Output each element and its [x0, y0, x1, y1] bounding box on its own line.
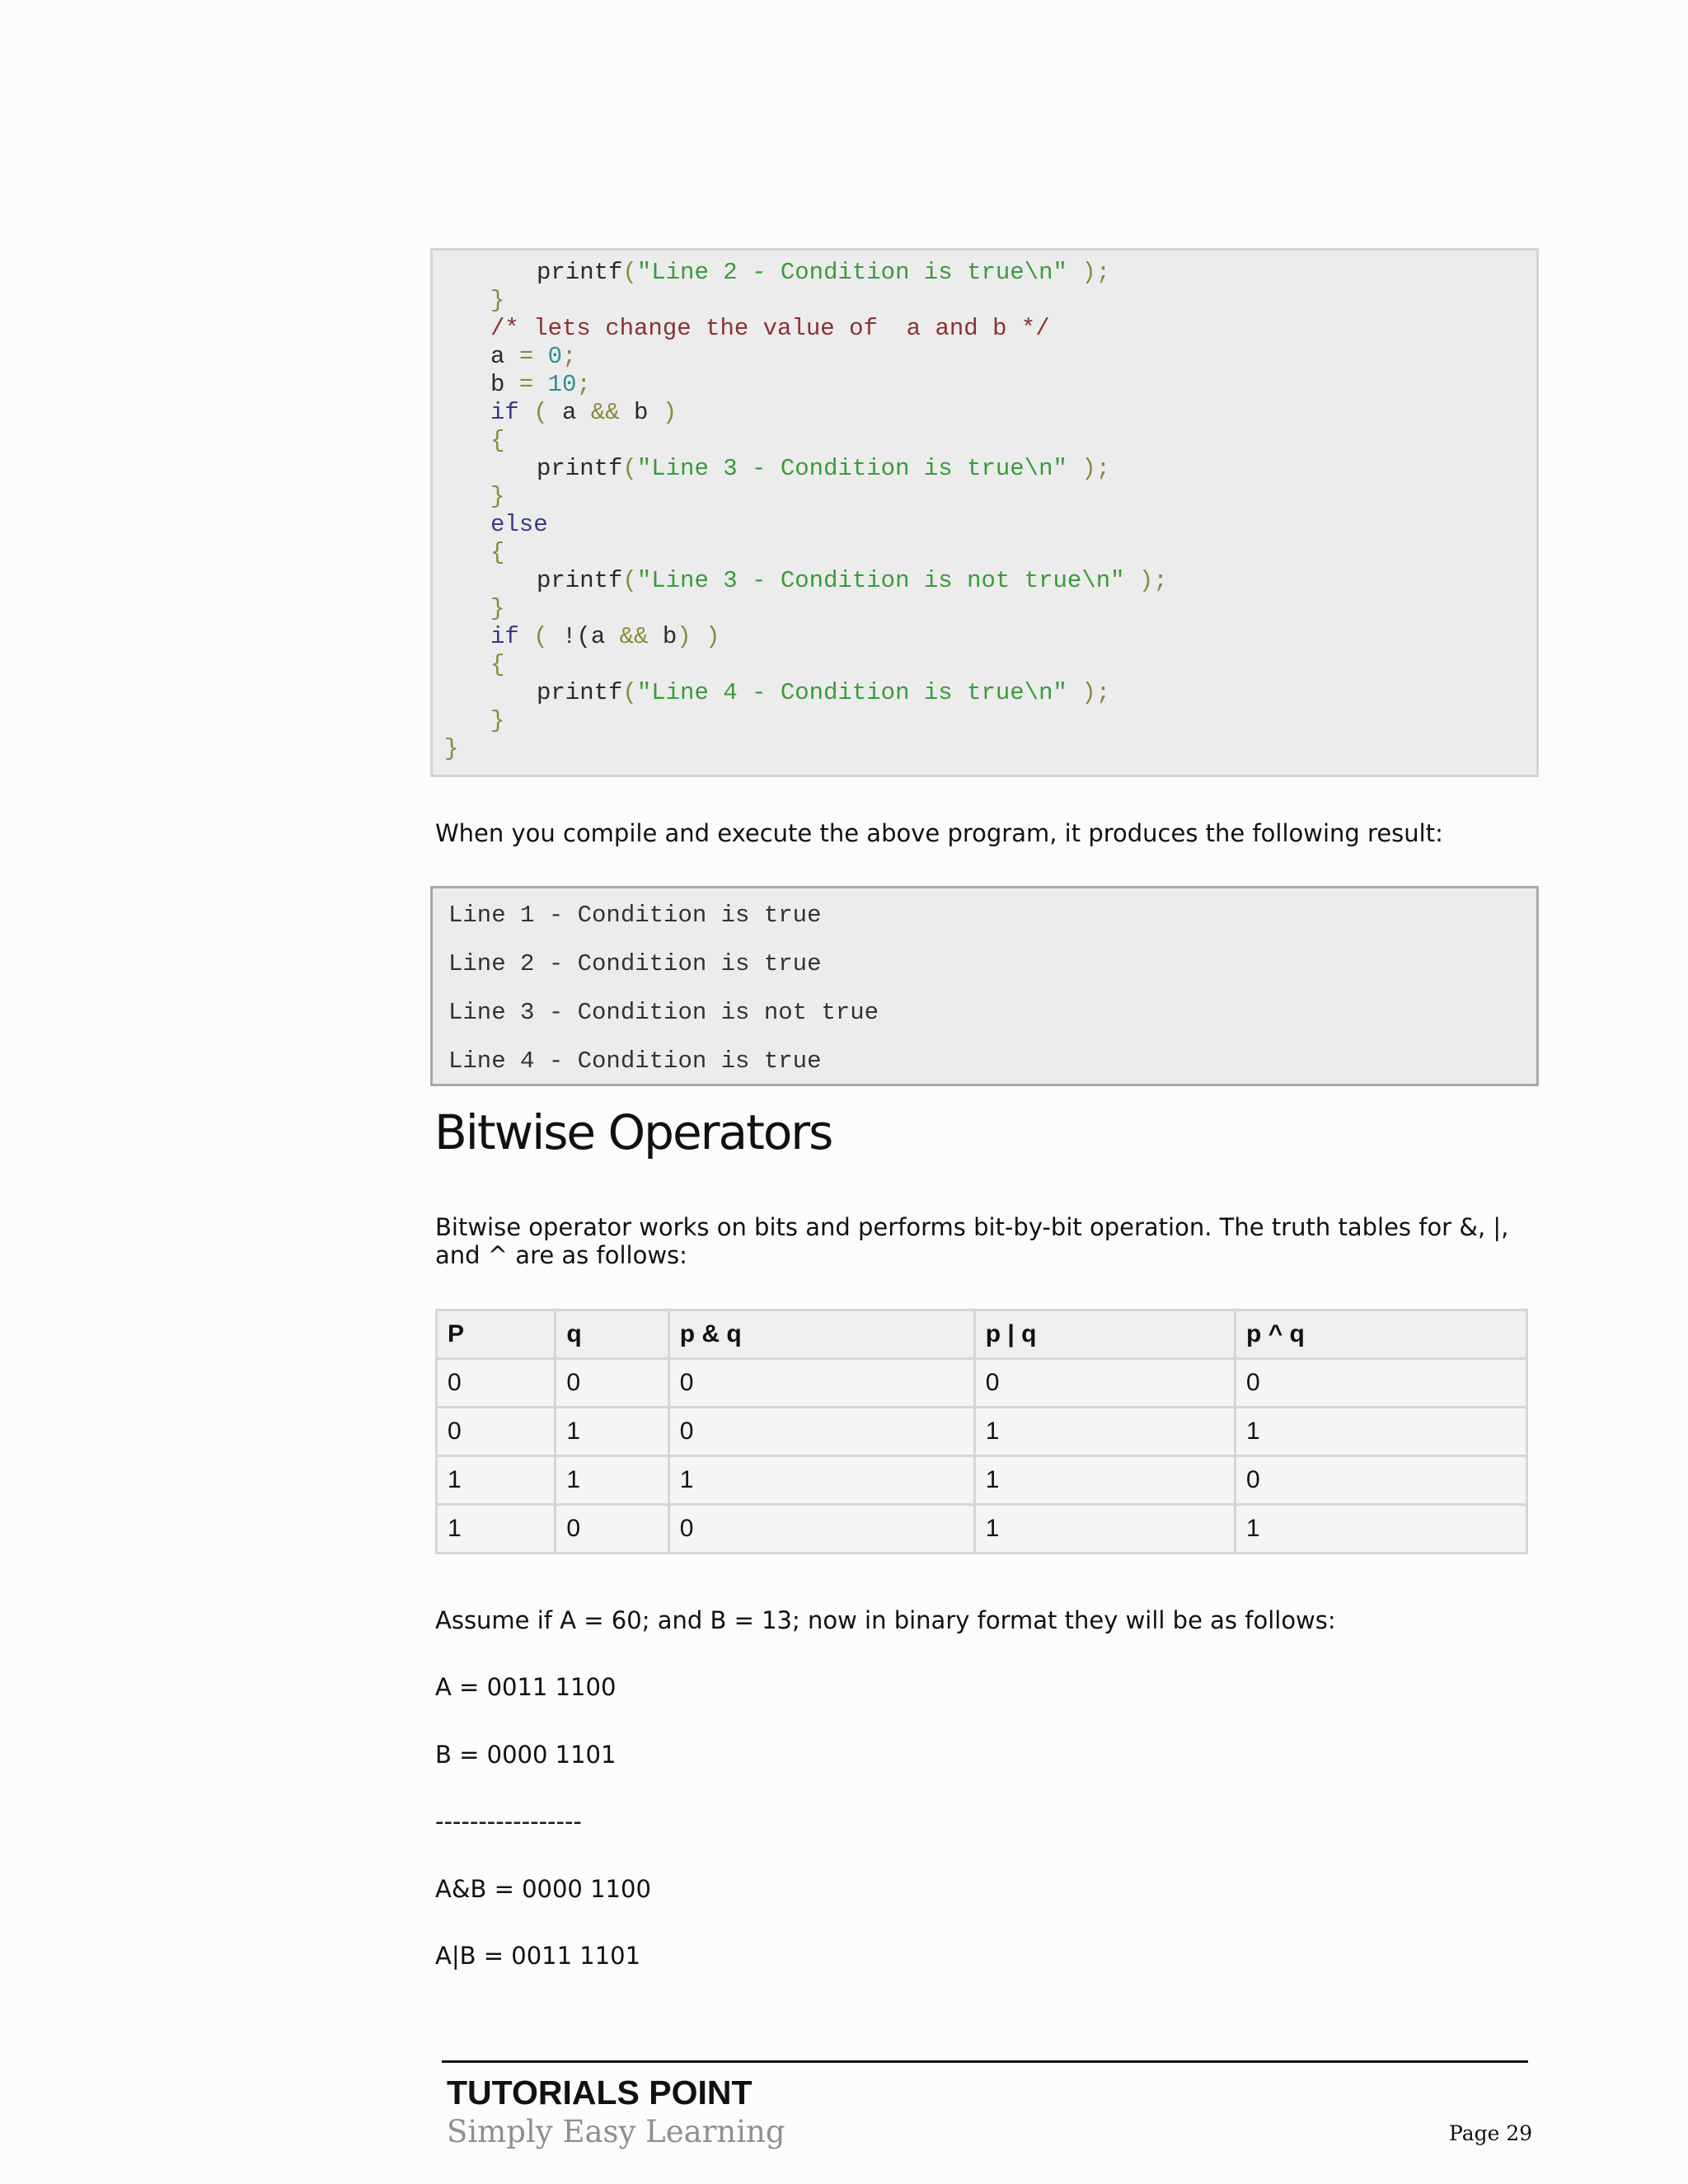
code-line: } [490, 595, 505, 622]
table-cell: 0 [668, 1505, 974, 1554]
binary-line: B = 0000 1101 [435, 1740, 617, 1769]
code-line: else [490, 511, 548, 538]
footer-brand: TUTORIALS POINT [447, 2074, 753, 2111]
table-row [437, 1456, 1527, 1505]
table-cell: 1 [1236, 1505, 1527, 1554]
code-line: b = 10; [490, 371, 591, 398]
table-header-cell: p | q [974, 1310, 1235, 1359]
code-line: /* lets change the value of a and b */ [490, 315, 1050, 342]
table-row [437, 1505, 1527, 1554]
footer-rule [442, 2060, 1528, 2063]
table-header-row [437, 1310, 1527, 1359]
table-cell: 1 [437, 1505, 556, 1554]
output-block [430, 886, 1539, 1086]
table-cell: 0 [974, 1359, 1235, 1408]
output-line: Line 1 - Condition is true [448, 902, 822, 929]
binary-line: A|B = 0011 1101 [435, 1942, 641, 1970]
code-line: printf("Line 3 - Condition is true\n" ); [537, 455, 1111, 482]
code-line: } [490, 287, 505, 314]
table-cell: 1 [437, 1456, 556, 1505]
table-cell: 1 [668, 1456, 974, 1505]
code-line: printf("Line 4 - Condition is true\n" ); [537, 679, 1111, 706]
code-line: printf("Line 2 - Condition is true\n" ); [537, 259, 1111, 286]
code-line: printf("Line 3 - Condition is not true\n" ); [537, 567, 1168, 594]
table-header-cell: p ^ q [1236, 1310, 1527, 1359]
table-cell: 0 [556, 1505, 668, 1554]
table-cell: 1 [556, 1408, 668, 1456]
table-header-cell: q [556, 1310, 668, 1359]
table-header-cell: p & q [668, 1310, 974, 1359]
table-cell: 0 [1236, 1456, 1527, 1505]
table-cell: 1 [974, 1408, 1235, 1456]
table-cell: 1 [1236, 1408, 1527, 1456]
binary-line: ----------------- [435, 1807, 582, 1835]
code-line: { [490, 651, 505, 678]
code-line: a = 0; [490, 343, 577, 370]
assume-text: Assume if A = 60; and B = 13; now in binary format they will be as follows: [435, 1606, 1336, 1634]
footer-tagline: Simply Easy Learning [447, 2114, 785, 2149]
intro-text: When you compile and execute the above program, it produces the following result: [435, 819, 1443, 847]
code-line: } [444, 735, 459, 762]
binary-line: A&B = 0000 1100 [435, 1874, 651, 1903]
code-line: if ( a && b ) [490, 399, 678, 426]
section-heading: Bitwise Operators [434, 1104, 832, 1160]
table-cell: 0 [1236, 1359, 1527, 1408]
table-cell: 0 [437, 1359, 556, 1408]
output-line: Line 2 - Condition is true [448, 950, 822, 977]
table-cell: 1 [974, 1505, 1235, 1554]
table-cell: 0 [437, 1408, 556, 1456]
table-row [437, 1359, 1527, 1408]
table-cell: 1 [974, 1456, 1235, 1505]
binary-line: A = 0011 1100 [435, 1673, 617, 1701]
description-text: Bitwise operator works on bits and performs bit-by-bit operation. The truth tables for &, |, and ^ are as follows: [435, 1213, 1509, 1269]
code-line: } [490, 707, 505, 734]
table-cell: 0 [556, 1359, 668, 1408]
page-number: Page 29 [1449, 2121, 1533, 2145]
code-line: { [490, 539, 505, 566]
output-line: Line 4 - Condition is true [448, 1047, 822, 1075]
code-block [430, 248, 1539, 777]
table-cell: 1 [556, 1456, 668, 1505]
table-header-cell: P [437, 1310, 556, 1359]
table-row [437, 1408, 1527, 1456]
truth-table [435, 1309, 1528, 1554]
code-line: { [490, 427, 505, 454]
output-line: Line 3 - Condition is not true [448, 999, 879, 1026]
code-line: if ( !(a && b) ) [490, 623, 720, 650]
table-cell: 0 [668, 1408, 974, 1456]
table-cell: 0 [668, 1359, 974, 1408]
code-line: } [490, 483, 505, 510]
